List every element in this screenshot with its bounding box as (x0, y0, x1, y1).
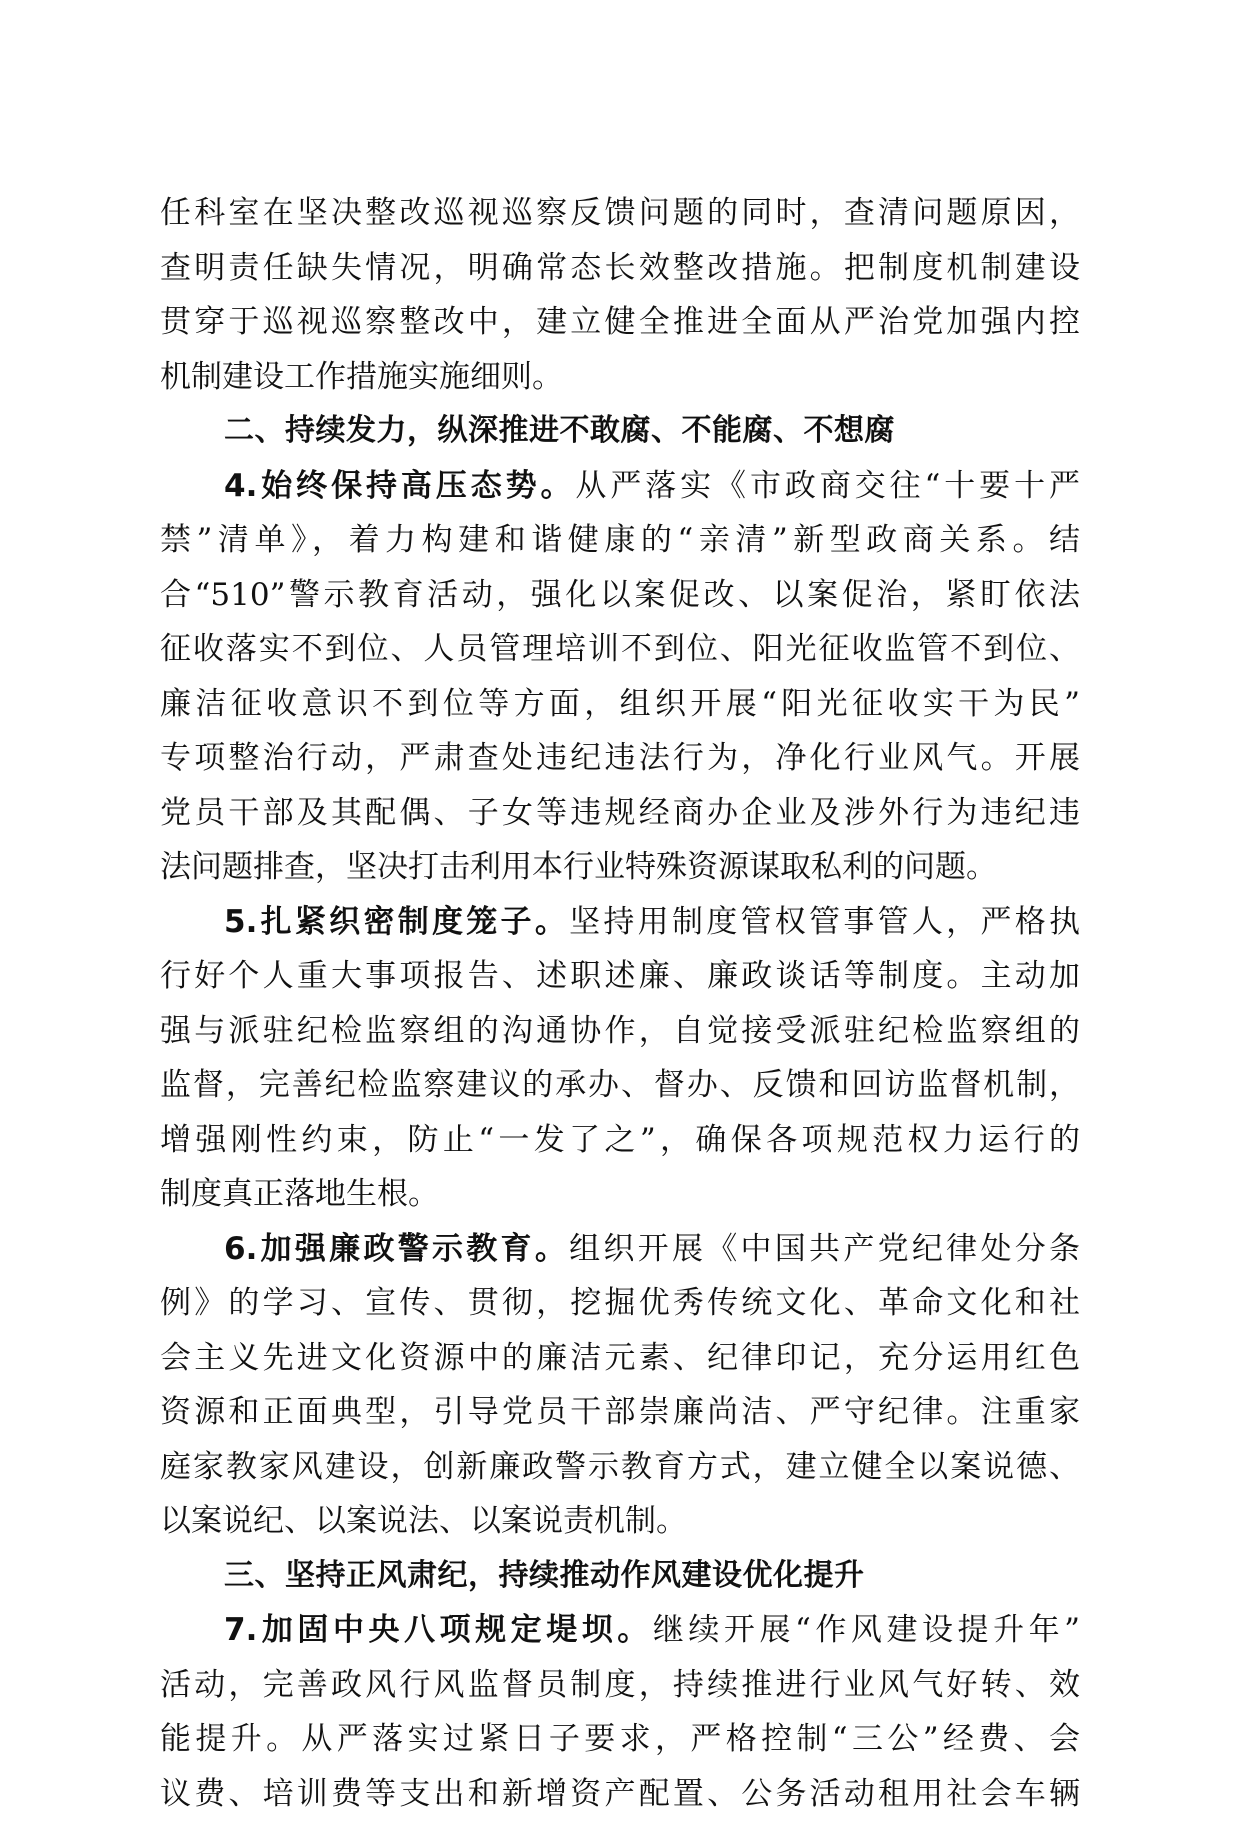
text-line: 廉洁征收意识不到位等方面，组织开展“阳光征收实干为民” (160, 677, 1080, 732)
item-6-first-line: 组织开展《中国共产党纪律处分条 (569, 1231, 1080, 1267)
item-7-paragraph (160, 1603, 1080, 1821)
item-5-paragraph (160, 895, 1080, 1222)
text-line (160, 1222, 1080, 1277)
document-page (160, 186, 1080, 1821)
section-heading-3: 三、坚持正风肃纪，持续推动作风建设优化提升 (160, 1549, 1080, 1604)
text-line: 监督，完善纪检监察建议的承办、督办、反馈和回访监督机制， (160, 1058, 1080, 1113)
item-5-lead: 5.扎紧织密制度笼子。 (224, 904, 569, 940)
text-line: 活动，完善政风行风监督员制度，持续推进行业风气好转、效 (160, 1658, 1080, 1713)
text-line: 庭家教家风建设，创新廉政警示教育方式，建立健全以案说德、 (160, 1440, 1080, 1495)
text-line: 专项整治行动，严肃查处违纪违法行为，净化行业风气。开展 (160, 731, 1080, 786)
text-line: 查明责任缺失情况，明确常态长效整改措施。把制度机制建设 (160, 241, 1080, 296)
text-line: 会主义先进文化资源中的廉洁元素、纪律印记，充分运用红色 (160, 1331, 1080, 1386)
text-line (160, 895, 1080, 950)
text-line: 任科室在坚决整改巡视巡察反馈问题的同时，查清问题原因， (160, 186, 1080, 241)
text-line (160, 459, 1080, 514)
item-4-lead: 4.始终保持高压态势。 (224, 468, 575, 504)
item-5-first-line: 坚持用制度管权管事管人，严格执 (569, 904, 1080, 940)
text-line: 议费、培训费等支出和新增资产配置、公务活动租用社会车辆 (160, 1767, 1080, 1821)
item-7-first-line: 继续开展“作风建设提升年” (653, 1612, 1080, 1648)
text-line: 能提升。从严落实过紧日子要求，严格控制“三公”经费、会 (160, 1712, 1080, 1767)
text-line (160, 1603, 1080, 1658)
text-line: 禁”清单》，着力构建和谐健康的“亲清”新型政商关系。结 (160, 513, 1080, 568)
section-heading-2: 二、持续发力，纵深推进不敢腐、不能腐、不想腐 (160, 404, 1080, 459)
text-line: 机制建设工作措施实施细则。 (160, 350, 1080, 405)
text-line: 法问题排查，坚决打击利用本行业特殊资源谋取私利的问题。 (160, 840, 1080, 895)
text-line: 强与派驻纪检监察组的沟通协作，自觉接受派驻纪检监察组的 (160, 1004, 1080, 1059)
item-4-first-line: 从严落实《市政商交往“十要十严 (575, 468, 1080, 504)
item-6-lead: 6.加强廉政警示教育。 (224, 1231, 569, 1267)
text-line: 贯穿于巡视巡察整改中，建立健全推进全面从严治党加强内控 (160, 295, 1080, 350)
text-line: 资源和正面典型，引导党员干部崇廉尚洁、严守纪律。注重家 (160, 1385, 1080, 1440)
text-line: 党员干部及其配偶、子女等违规经商办企业及涉外行为违纪违 (160, 786, 1080, 841)
item-7-lead: 7.加固中央八项规定堤坝。 (224, 1612, 653, 1648)
text-line: 例》的学习、宣传、贯彻，挖掘优秀传统文化、革命文化和社 (160, 1276, 1080, 1331)
item-4-paragraph (160, 459, 1080, 895)
item-6-paragraph (160, 1222, 1080, 1549)
text-line: 制度真正落地生根。 (160, 1167, 1080, 1222)
text-line: 增强刚性约束，防止“一发了之”，确保各项规范权力运行的 (160, 1113, 1080, 1168)
text-line: 以案说纪、以案说法、以案说责机制。 (160, 1494, 1080, 1549)
paragraph-continuation (160, 186, 1080, 404)
text-line: 征收落实不到位、人员管理培训不到位、阳光征收监管不到位、 (160, 622, 1080, 677)
text-line: 合“510”警示教育活动，强化以案促改、以案促治，紧盯依法 (160, 568, 1080, 623)
text-line: 行好个人重大事项报告、述职述廉、廉政谈话等制度。主动加 (160, 949, 1080, 1004)
